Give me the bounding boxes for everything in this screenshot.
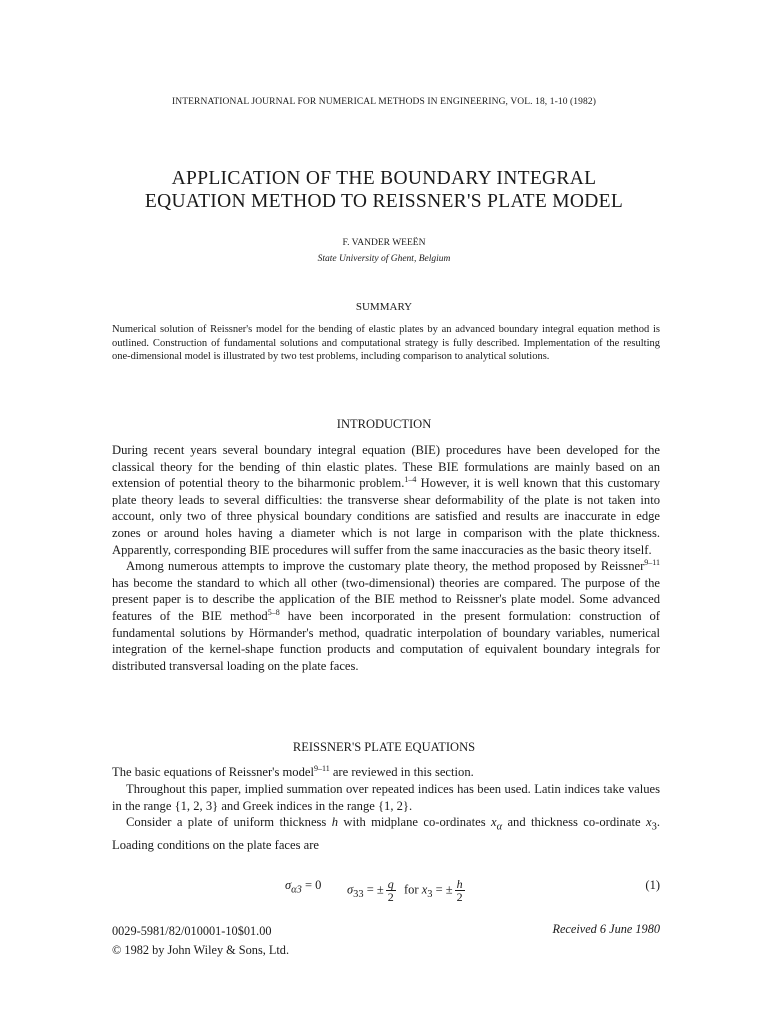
introduction-heading: INTRODUCTION (336, 417, 432, 431)
intro-paragraph-1: During recent years several boundary integral equation (BIE) procedures have been developed for the classical theory for the bending of thin elastic plates. These BIE formulations are mainly based on an extension of potential theory to the biharmonic problem.$^{1-4}$ However, it is well known that this customary plate theory leads to several difficulties: the transverse shear deformability of the plate is not taken into account, only two of three physical boundary conditions are satisfied and results are inaccurate in edge zones or around holes having a diameter which is not large in comparison with the plate thickness. Apparently, corresponding BIE procedures will suffer from the same inaccuracies as the basic theory itself. (112, 443, 660, 557)
author-affiliation: State University of Ghent, Belgium (317, 254, 451, 264)
equation-part-normal: $\sigma_{33}$ = ± $\frac{q}{2}$ for $x_3$ = ± $\frac{h}{2}$ (347, 877, 463, 904)
paper-title (0, 167, 768, 213)
received-date: Received 6 June 1980 (552, 922, 660, 936)
reissner-body (112, 764, 660, 854)
citation-ref: 5–8 (267, 607, 280, 617)
summary-text: Numerical solution of Reissner's model for the bending of elastic plates by an advanced boundary integral equation method is outlined. Construction of fundamental solutions and computational strategy is fully described. Implementation of the resulting one-dimensional model is illustrated by two test problems, including comparison to analytical solutions. (112, 324, 660, 362)
intro-paragraph-2: Among numerous attempts to improve the customary plate theory, the method proposed by Reissner$^{9-11}$ has become the standard to which all other (two-dimensional) theories are compared. The purpose of the present paper is to describe the application of the BIE method to Reissner's plate model. Some advanced features of the BIE method$^{5-8}$ have been incorporated in the present formulation: construction of fundamental solutions by Hörmander's method, quadratic interpolation of boundary variables, numerical integration of the kernel-shape function products and computation of equivalent boundary integrals for distributed transversal loading on the plate faces. (112, 557, 660, 673)
citation-ref: 9–11 (313, 763, 330, 773)
equation-number: (1) (645, 878, 660, 892)
citation-ref: 1–4 (404, 475, 417, 484)
article-code: 0029-5981/82/010001-10$01.00 (112, 924, 272, 938)
author-name: F. VANDER WEEËN (342, 238, 426, 248)
equation-1 (112, 866, 660, 906)
title-line-2: EQUATION METHOD TO REISSNER'S PLATE MODEL (144, 191, 624, 212)
copyright-notice: © 1982 by John Wiley & Sons, Ltd. (112, 943, 290, 957)
summary-heading: SUMMARY (355, 301, 413, 313)
reissner-paragraph-2: Throughout this paper, implied summation over repeated indices has been used. Latin indices take values in the range {1, 2, 3} and Greek indices in the range {1, 2}. (112, 781, 660, 813)
footer-left (112, 922, 289, 960)
fraction-q-over-2: $\frac{q}{2}$ (387, 877, 394, 904)
reissner-paragraph-1: The basic equations of Reissner's model$^{9-11}$ are reviewed in this section. (112, 763, 474, 779)
citation-ref: 9–11 (644, 557, 660, 567)
introduction-body (112, 442, 660, 674)
equation-part-shear: $\sigma_{\alpha 3} = 0$ (285, 878, 322, 896)
journal-header: INTERNATIONAL JOURNAL FOR NUMERICAL METHODS IN ENGINEERING, VOL. 18, 1-10 (1982) (172, 97, 596, 107)
title-line-1: APPLICATION OF THE BOUNDARY INTEGRAL (171, 168, 597, 189)
fraction-h-over-2: $\frac{h}{2}$ (456, 877, 463, 904)
reissner-paragraph-3: Consider a plate of uniform thickness h with midplane co-ordinates $x_\alpha$ and thickness co-ordinate $x_3$. Loading conditions on the plate faces are (112, 815, 660, 852)
reissner-heading: REISSNER'S PLATE EQUATIONS (292, 740, 476, 754)
